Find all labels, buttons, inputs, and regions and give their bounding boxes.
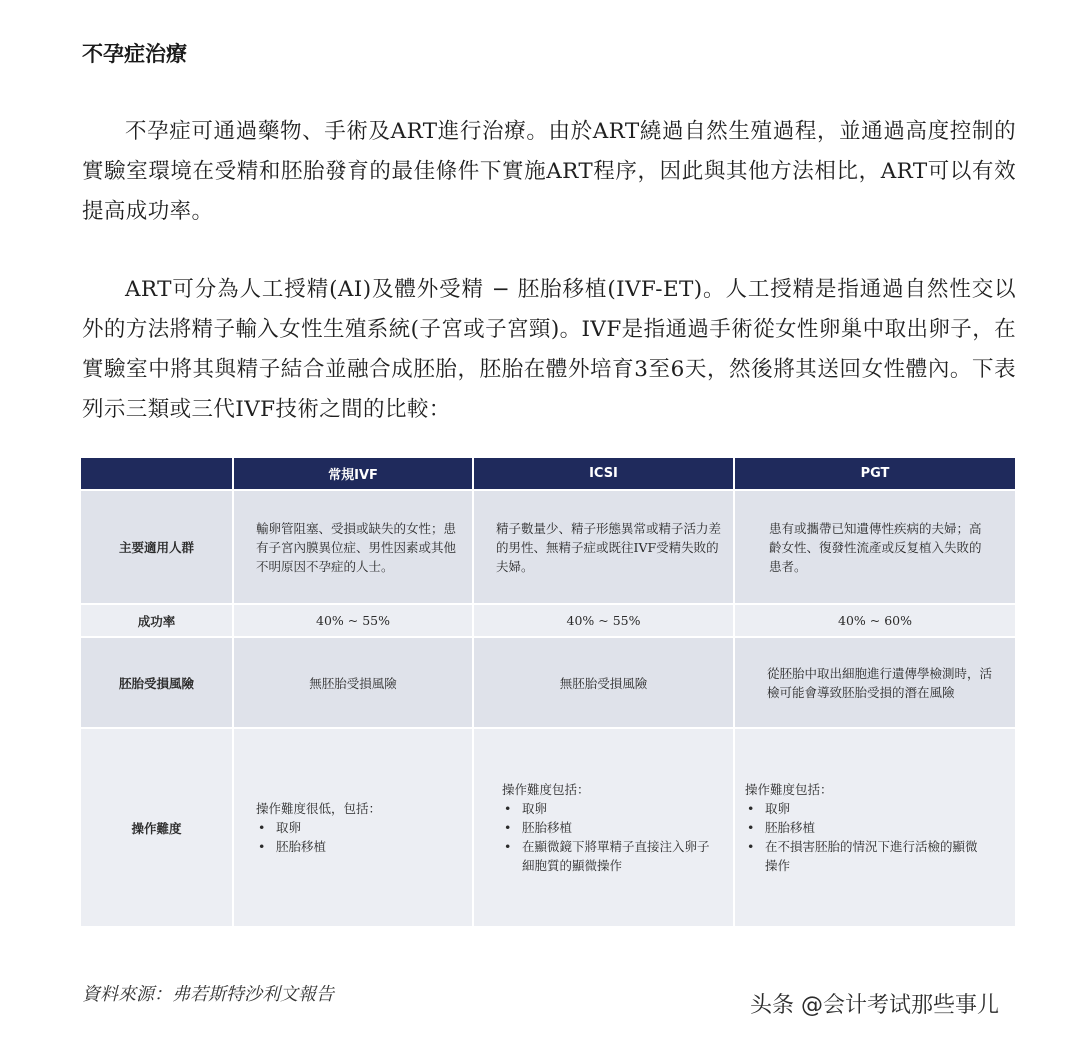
cell-risk-ivf: 無胚胎受損風險 xyxy=(233,637,473,728)
list-item: • 胚胎移植 xyxy=(256,837,460,856)
paragraph-treatment-intro: 不孕症可通過藥物、手術及ART進行治療。由於ART繞過自然生殖過程，並通過高度控制的實驗室環境在受精和胚胎發育的最佳條件下實施ART程序，因此與其他方法相比，ART可以有效提高成功率。 xyxy=(82,119,1016,224)
page-heading: 不孕症治療 xyxy=(82,42,187,66)
watermark-text: 头条 @会计考试那些事儿 xyxy=(750,993,999,1018)
table-row-difficulty xyxy=(81,728,1015,927)
list-item: • 胚胎移植 xyxy=(502,818,721,837)
difficulty-block xyxy=(234,799,472,856)
cell-text: 從胚胎中取出細胞進行遺傳學檢測時，活檢可能會導致胚胎受損的潛在風險 xyxy=(767,665,993,700)
header-conventional-ivf: 常規IVF xyxy=(233,458,473,490)
list-item: • 取卵 xyxy=(502,799,721,818)
header-pgt: PGT xyxy=(734,458,1015,490)
cell-success-ivf: 40% ~ 55% xyxy=(233,604,473,637)
difficulty-list xyxy=(502,799,721,875)
list-item: • 在顯微鏡下將單精子直接注入卵子細胞質的顯微操作 xyxy=(502,837,721,875)
cell-risk-icsi: 無胚胎受損風險 xyxy=(473,637,734,728)
row-label-population: 主要適用人群 xyxy=(81,490,233,604)
cell-text: 輸卵管阻塞、受損或缺失的女性；患有子宮內膜異位症、男性因素或其他不明原因不孕症的人士。 xyxy=(256,520,457,574)
difficulty-intro: 操作難度包括： xyxy=(502,782,590,797)
list-item: • 在不損害胚胎的情況下進行活檢的顯微操作 xyxy=(745,837,985,875)
cell-text: 患有或攜帶已知遺傳性疾病的夫婦；高齡女性、復發性流產或反复植入失敗的患者。 xyxy=(769,520,982,574)
difficulty-intro: 操作難度包括： xyxy=(745,782,833,797)
cell-population-ivf xyxy=(233,490,473,604)
header-icsi: ICSI xyxy=(473,458,734,490)
table-row-embryo-risk xyxy=(81,637,1015,728)
difficulty-list xyxy=(256,818,460,856)
list-item: • 胚胎移植 xyxy=(745,818,985,837)
header-corner xyxy=(81,458,233,490)
ivf-comparison-table xyxy=(81,458,1015,928)
difficulty-list xyxy=(745,799,985,875)
cell-population-icsi xyxy=(473,490,734,604)
row-label-difficulty: 操作難度 xyxy=(81,728,233,927)
cell-success-icsi: 40% ~ 55% xyxy=(473,604,734,637)
cell-success-pgt: 40% ~ 60% xyxy=(734,604,1015,637)
cell-text: 精子數量少、精子形態異常或精子活力差的男性、無精子症或既往IVF受精失敗的夫婦。 xyxy=(496,520,722,574)
difficulty-block xyxy=(474,780,733,875)
table-header-row xyxy=(81,458,1015,490)
row-label-success-rate: 成功率 xyxy=(81,604,233,637)
paragraph-art-description: ART可分為人工授精(AI)及體外受精 − 胚胎移植(IVF-ET)。人工授精是指通過自然性交以外的方法將精子輸入女性生殖系統(子宮或子宮頸)。IVF是指通過手術從女性卵巢中取出卵子，在實驗室中將其與精子結合並融合成胚胎，胚胎在體外培育3至6天，然後將其送回女性體內。下表列示三類或三代IVF技術之間的比較： xyxy=(82,277,1016,422)
cell-difficulty-ivf xyxy=(233,728,473,927)
difficulty-block xyxy=(735,780,1015,875)
list-item: • 取卵 xyxy=(745,799,985,818)
table-row-population xyxy=(81,490,1015,604)
cell-risk-pgt xyxy=(734,637,1015,728)
list-item: • 取卵 xyxy=(256,818,460,837)
row-label-embryo-risk: 胚胎受損風險 xyxy=(81,637,233,728)
cell-population-pgt xyxy=(734,490,1015,604)
cell-difficulty-icsi xyxy=(473,728,734,927)
table-row-success-rate xyxy=(81,604,1015,637)
source-note: 資料來源：弗若斯特沙利文報告 xyxy=(82,984,334,1005)
difficulty-intro: 操作難度很低，包括： xyxy=(256,801,382,816)
cell-difficulty-pgt xyxy=(734,728,1015,927)
